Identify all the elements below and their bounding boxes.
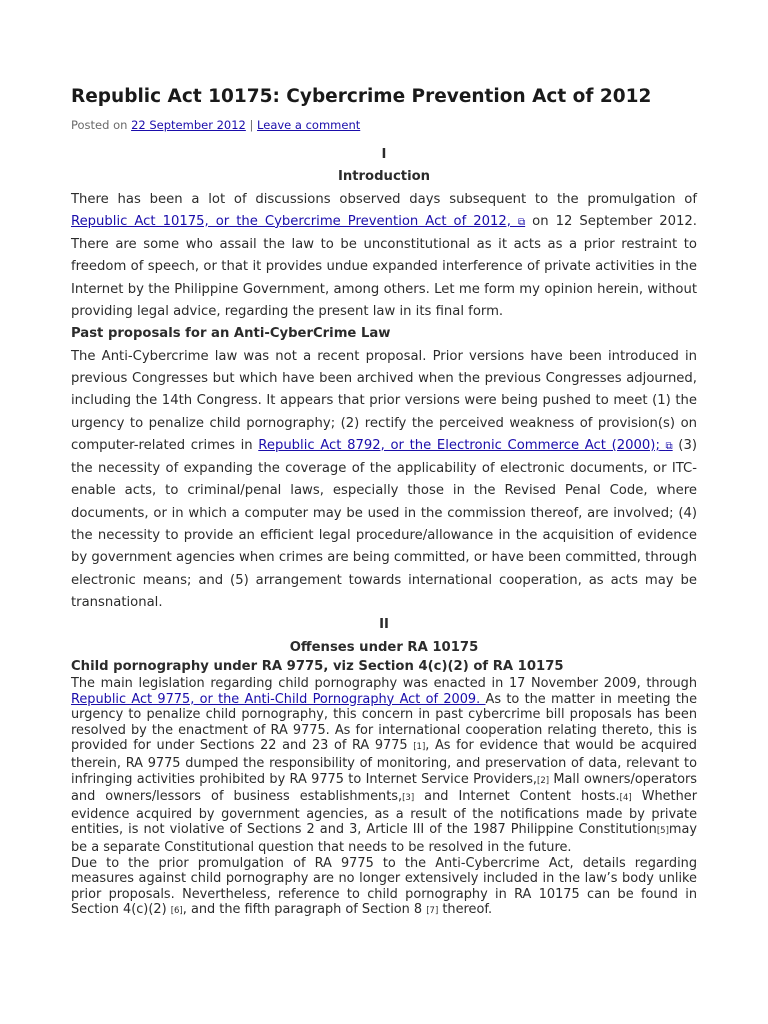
- child-pornography-paragraph: [71, 676, 697, 856]
- section-2-body: [71, 676, 697, 920]
- intro-paragraph: [71, 189, 697, 324]
- ra10175-link[interactable]: [71, 214, 525, 229]
- meta-separator: |: [245, 118, 258, 132]
- footnote-5[interactable]: [5]: [656, 826, 669, 837]
- footnote-2[interactable]: [2]: [537, 775, 550, 786]
- pp-text-a: Due to the prior promulgation of RA 9775 to the Anti-Cybercrime Act, details regarding measures against child pornography are no longer extensively included in the law’s body unlike prior proposals. Nevertheless, reference to child pornography in RA 10175 can be found in Section 4(c)(2): [71, 855, 697, 918]
- section-2-numeral: II: [379, 617, 389, 633]
- ra8792-link[interactable]: [258, 438, 672, 453]
- article-title: Republic Act 10175: Cybercrime Prevention Act of 2012: [71, 86, 652, 107]
- cp-text-c: , As for evidence that would be acquired therein, RA 9775 dumped the responsibility of monitoring, and preservation of data, relevant to infringing activities prohibited by RA 9775 to Internet Service Providers,: [71, 738, 697, 787]
- past-proposals-heading: Past proposals for an Anti-CyberCrime Law: [71, 326, 391, 342]
- leave-comment-link[interactable]: Leave a comment: [257, 118, 361, 132]
- ra9775-link[interactable]: Republic Act 9775, or the Anti-Child Pornography Act of 2009.: [71, 691, 486, 707]
- section-1: [71, 144, 697, 659]
- post-meta: [71, 118, 360, 132]
- external-link-icon: ⧉: [665, 440, 673, 452]
- intro-text-b: on 12 September 2012. There are some who assail the law to be unconstitutional as it acts as a prior restraint to freedom of speech, or that it provides undue expanded interference of private activities in the Internet by the Philippine Government, among others. Let me form my opinion herein, without providing legal advice, regarding the present law in its final form.: [71, 213, 698, 320]
- ra8792-link-text: Republic Act 8792, or the Electronic Commerce Act (2000);: [258, 437, 660, 453]
- posted-date-link[interactable]: 22 September 2012: [131, 118, 246, 132]
- past-proposals-paragraph: [71, 346, 697, 615]
- cp-text-d: Mall owners/operators and owners/lessors of business establishments,: [71, 771, 697, 805]
- footnote-3[interactable]: [3]: [402, 793, 415, 804]
- cp-text-f: Whether evidence acquired by government agencies, as a result of the notifications made by private entities, is not violative of Sections 2 and 3, Article III of the 1987 Philippine Constitution: [71, 789, 698, 838]
- pp-text-c: thereof.: [438, 902, 493, 918]
- section-1-heading: Introduction: [337, 169, 431, 185]
- child-pornography-heading: Child pornography under RA 9775, viz Section 4(c)(2) of RA 10175: [71, 659, 564, 674]
- pp-text-b: , and the fifth paragraph of Section 8: [182, 902, 427, 918]
- ra10175-link-text: Republic Act 10175, or the Cybercrime Prevention Act of 2012,: [71, 213, 511, 229]
- footnote-6[interactable]: [6]: [170, 906, 183, 917]
- prior-promulgation-paragraph: [71, 856, 697, 920]
- section-2-heading: Offenses under RA 10175: [289, 639, 479, 655]
- cp-text-a: The main legislation regarding child pornography was enacted in 17 November 2009, through: [71, 676, 697, 691]
- cp-text-b: As to the matter in meeting the urgency to penalize child pornography, this concern in past cybercrime bill proposals has been resolved by the enactment of RA 9775. As for international cooperation relating thereto, this is provided for under Sections 22 and 23 of RA 9775: [71, 691, 698, 754]
- footnote-7[interactable]: [7]: [426, 906, 439, 917]
- section-1-numeral: I: [381, 147, 387, 162]
- intro-text-a: There has been a lot of discussions observed days subsequent to the promulgation of: [71, 191, 697, 207]
- cp-text-e: and Internet Content hosts.: [414, 789, 620, 805]
- posted-prefix: Posted on: [71, 118, 132, 132]
- proposals-text-b: (3) the necessity of expanding the coverage of the applicability of electronic documents, or ITC-enable acts, to criminal/penal laws, especially those in the Revised Penal Code, where documents, or in which a computer may be used in the commission thereof, are involved; (4) the necessity to provide an efficient legal procedure/allowance in the acquisition of evidence by government agencies when crimes are being committed, or have been committed, through electronic means; and (5) arrangement towards international cooperation, as acts may be transnational.: [71, 437, 697, 610]
- footnote-4[interactable]: [4]: [619, 793, 632, 804]
- external-link-icon: ⧉: [518, 216, 526, 228]
- cp-text-g: may be a separate Constitutional question that needs to be resolved in the future.: [71, 822, 697, 855]
- footnote-1[interactable]: [1]: [413, 742, 426, 753]
- proposals-text-a: The Anti-Cybercrime law was not a recent proposal. Prior versions have been introduced in previous Congresses but which have been archived when the previous Congresses adjourned, including the 14th Congress. It appears that prior versions were being pushed to meet (1) the urgency to penalize child pornography; (2) rectify the perceived weakness of provision(s) on computer-related crimes in: [71, 348, 697, 453]
